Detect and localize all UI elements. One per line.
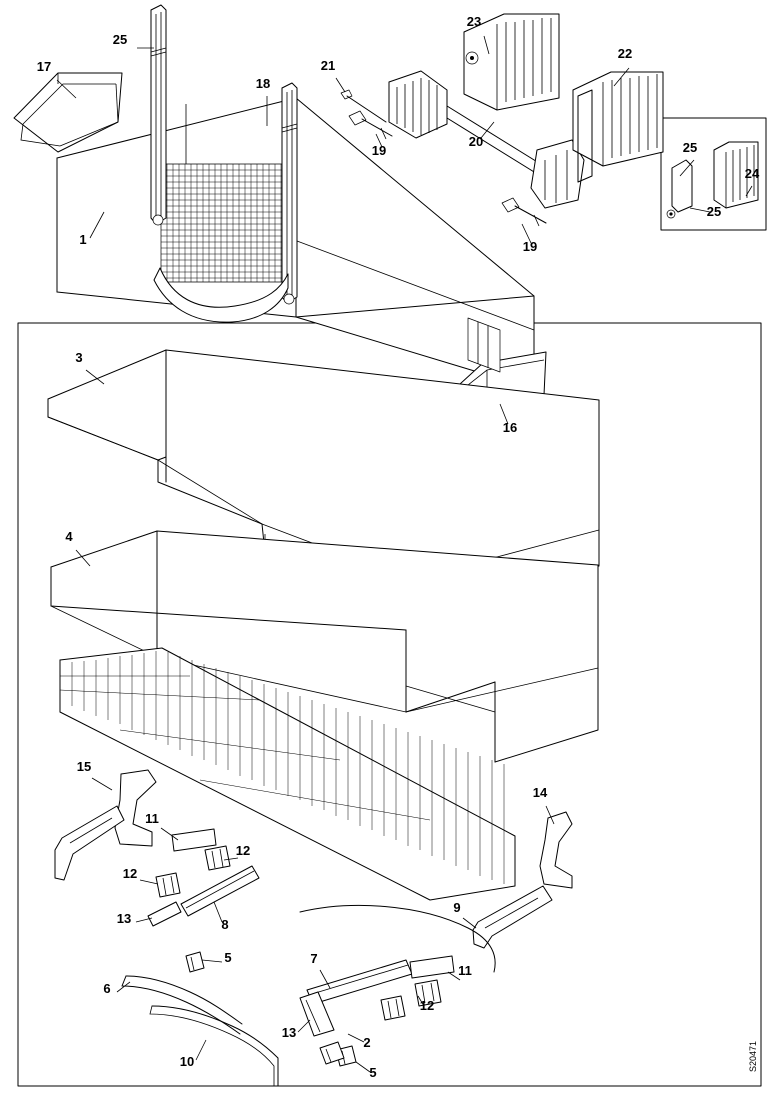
callout-5-a: 5 bbox=[224, 950, 232, 965]
callout-13-a: 13 bbox=[116, 911, 132, 926]
callout-19-a: 19 bbox=[371, 143, 387, 158]
fastener-25-a bbox=[153, 215, 163, 225]
callout-25-a: 25 bbox=[112, 32, 128, 47]
vertical-rail-left bbox=[151, 5, 166, 224]
callout-18: 18 bbox=[255, 76, 271, 91]
fastener-25-b bbox=[284, 294, 294, 304]
callout-22: 22 bbox=[617, 46, 633, 61]
callout-23: 23 bbox=[466, 14, 482, 29]
part-12-clip-a bbox=[205, 846, 230, 870]
part-19-bolt-lower bbox=[502, 198, 546, 226]
callout-6: 6 bbox=[103, 981, 111, 996]
callout-2: 2 bbox=[363, 1035, 371, 1050]
callout-14: 14 bbox=[532, 785, 548, 800]
callout-12-c: 12 bbox=[419, 998, 435, 1013]
part-5-fastener-a bbox=[186, 952, 204, 972]
callout-17: 17 bbox=[36, 59, 52, 74]
part-11-right bbox=[410, 956, 454, 978]
part-6-tube bbox=[126, 976, 242, 1024]
part-12-clip-b bbox=[156, 873, 180, 897]
callout-15: 15 bbox=[76, 759, 92, 774]
callout-25-b: 25 bbox=[682, 140, 698, 155]
callout-10: 10 bbox=[179, 1054, 195, 1069]
callout-13-b: 13 bbox=[281, 1025, 297, 1040]
callout-24: 24 bbox=[744, 166, 760, 181]
callout-8: 8 bbox=[221, 917, 229, 932]
callout-19-b: 19 bbox=[522, 239, 538, 254]
part-17-pad bbox=[14, 73, 122, 152]
callout-7: 7 bbox=[310, 951, 318, 966]
callout-11-b: 11 bbox=[458, 963, 472, 978]
part-12-clip-c bbox=[381, 996, 405, 1020]
part-19-bolt-upper bbox=[349, 111, 392, 139]
callout-11-a: 11 bbox=[145, 811, 159, 826]
callout-21: 21 bbox=[320, 58, 336, 73]
part-22-panel bbox=[573, 72, 663, 182]
grille-mesh bbox=[161, 164, 285, 282]
callout-16: 16 bbox=[502, 420, 518, 435]
callout-25-c: 25 bbox=[706, 204, 722, 219]
callout-5-b: 5 bbox=[369, 1065, 377, 1080]
callout-4: 4 bbox=[65, 529, 73, 544]
part-6-tube-b bbox=[122, 976, 240, 1034]
callout-1: 1 bbox=[79, 232, 87, 247]
part-code: S20471 bbox=[748, 1040, 758, 1072]
callout-12-a: 12 bbox=[235, 843, 251, 858]
callout-9: 9 bbox=[453, 900, 461, 915]
callout-3: 3 bbox=[75, 350, 83, 365]
callout-20: 20 bbox=[468, 134, 484, 149]
vertical-rail-right bbox=[282, 83, 297, 303]
callout-12-b: 12 bbox=[122, 866, 138, 881]
part-11-left bbox=[172, 829, 216, 851]
